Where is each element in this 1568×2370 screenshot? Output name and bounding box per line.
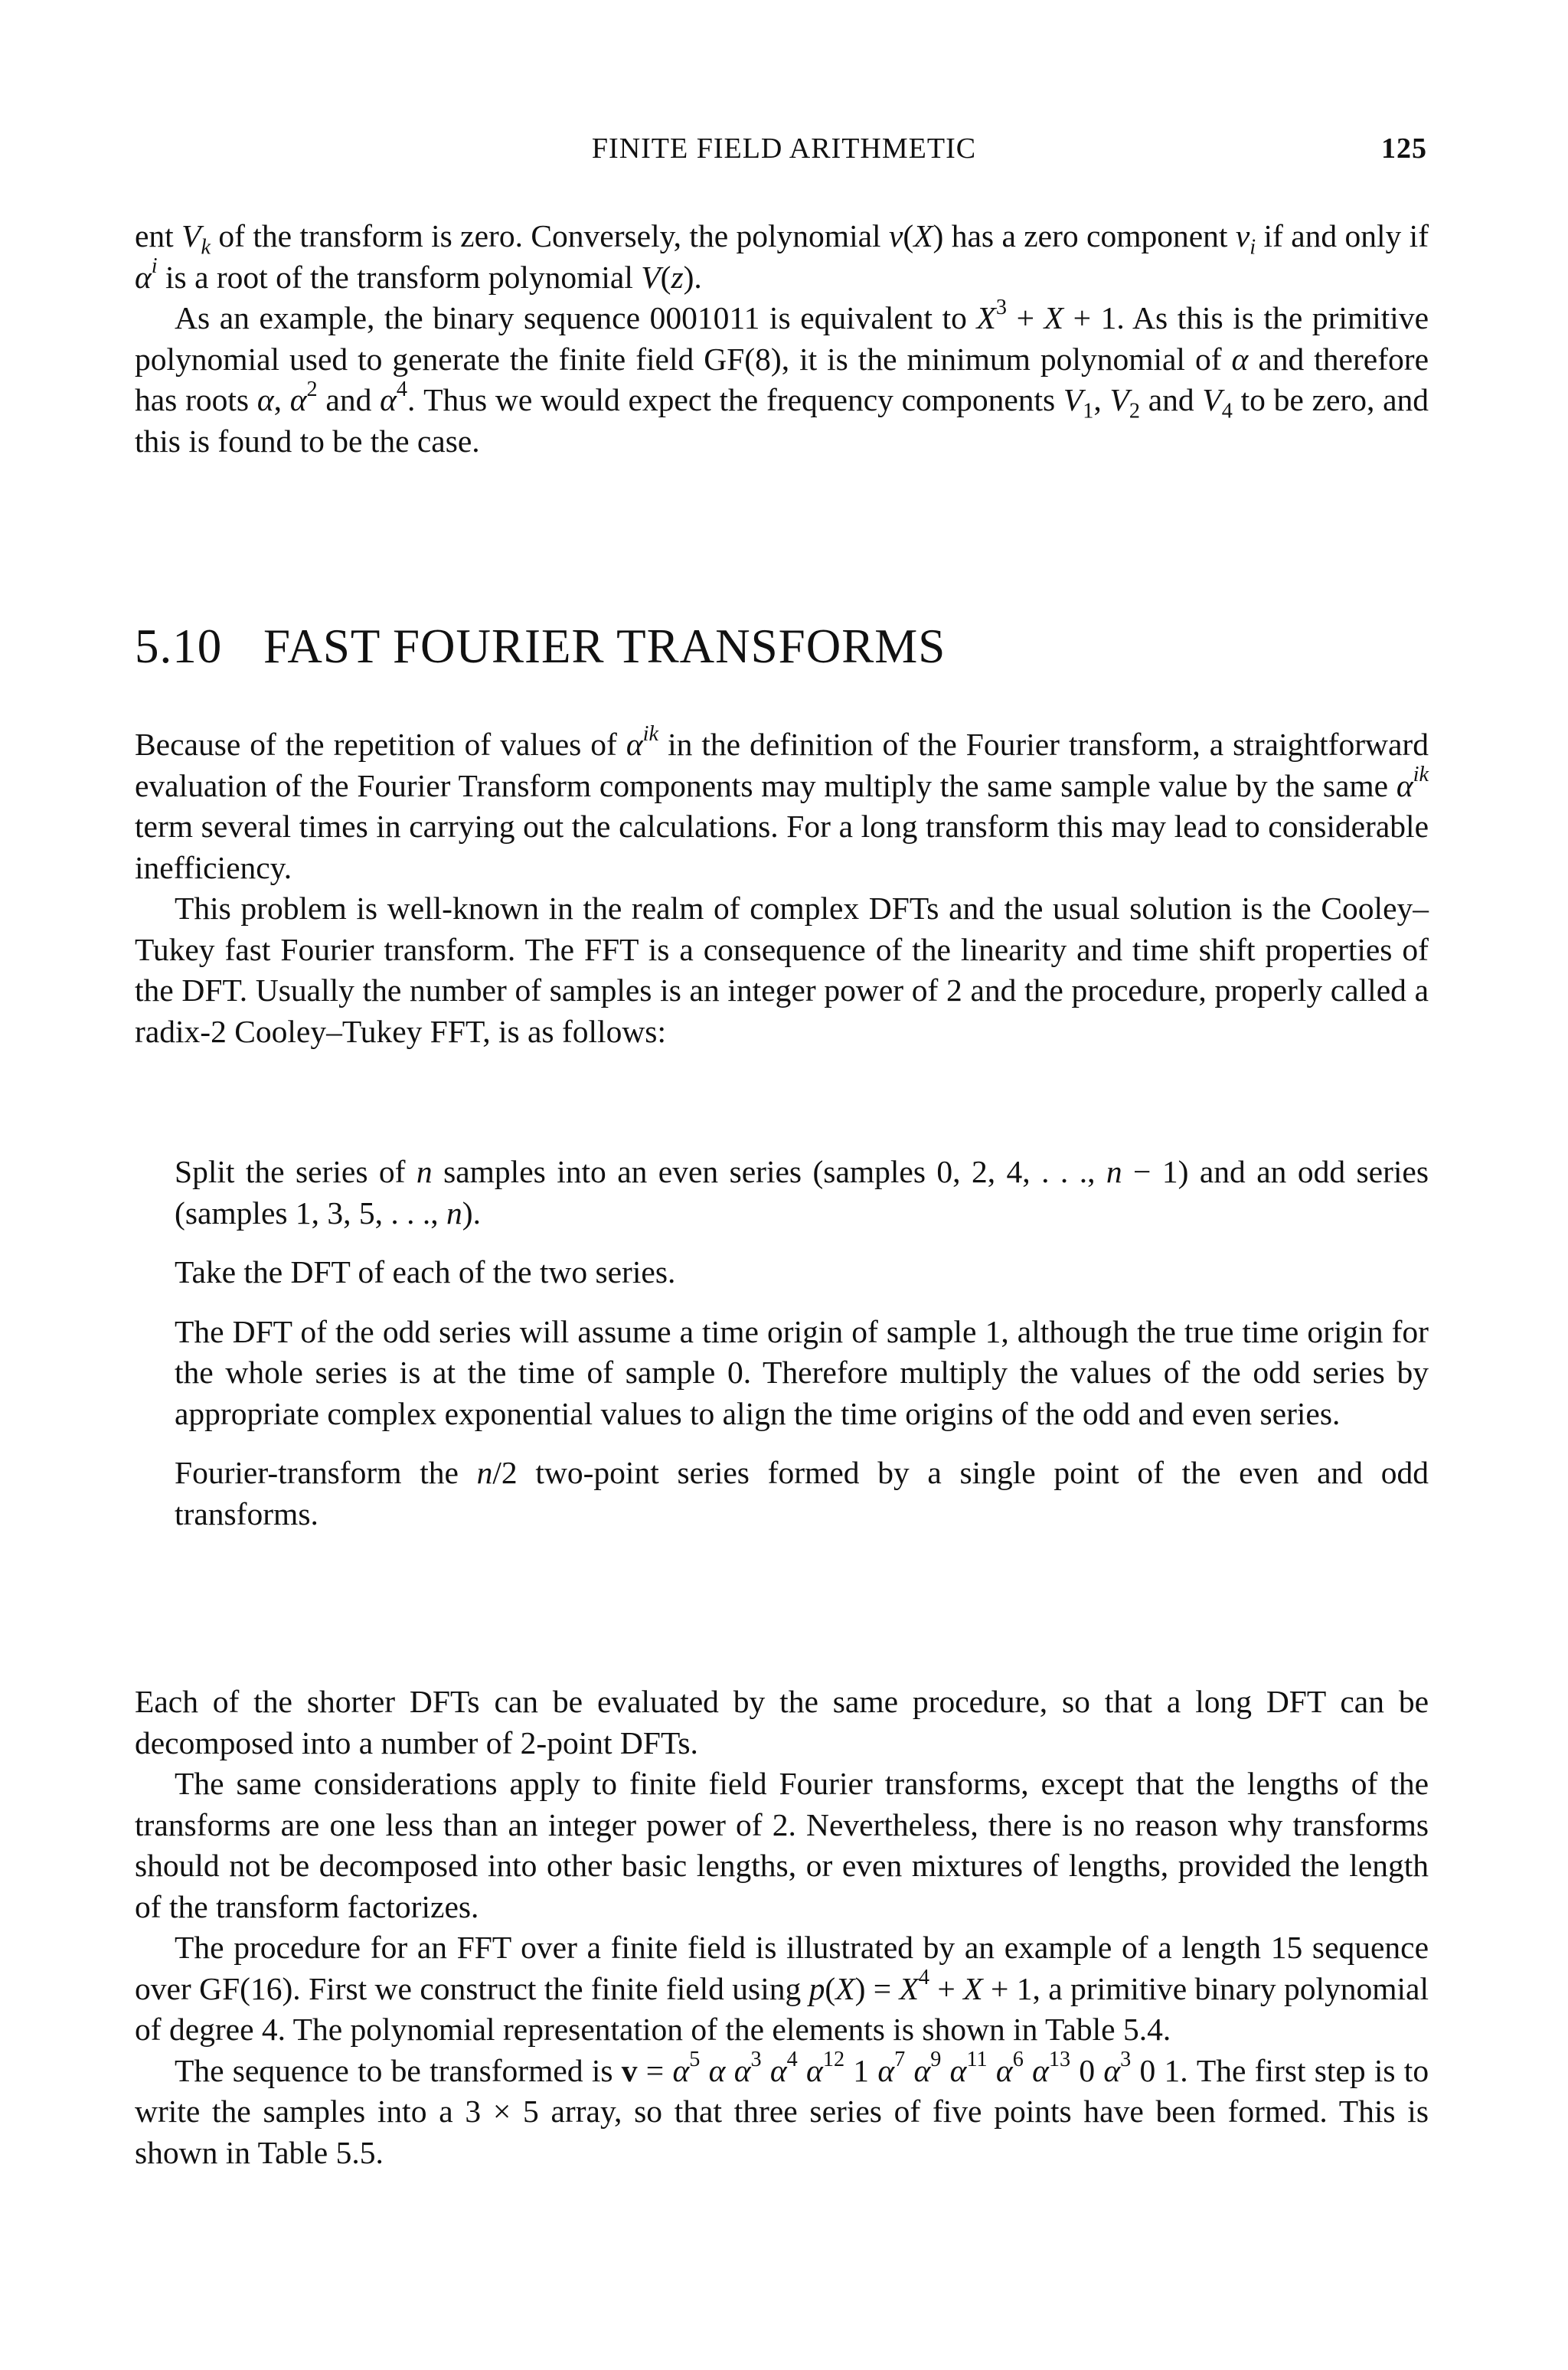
section-heading xyxy=(135,619,946,675)
paragraph-7: The procedure for an FFT over a finite field is illustrated by an example of a length 15 sequence over GF(16). First we construct the finite field using $p(X) = X^4 + X + 1$, a primitive binary polynomial of degree 4. The polynomial representation of the elements is shown in Table 5.4. xyxy=(135,1930,1429,2047)
paragraph-8: The sequence to be transformed is $v = \alpha^5$ α $\alpha^3$ $\alpha^4$ $\alpha^{12}$ 1 $\alpha^7$ $\alpha^9$ $\alpha^{11}$ $\alpha^6$ $\alpha^{13}$ 0 $\alpha^3$ 0 1. The first step is to write the samples into a 3 × 5 array, so that three series of five points have been formed. This is shown in Table 5.5. xyxy=(135,2048,1429,2170)
intro-block xyxy=(135,216,1429,462)
paragraph-4: This problem is well-known in the realm of complex DFTs and the usual solution is the Cooley–Tukey fast Fourier transform. The FFT is a consequence of the linearity and time shift properties of the DFT. Usually the number of samples is an integer power of 2 and the procedure, properly called a radix-2 Cooley–Tukey FFT, is as follows: xyxy=(135,891,1429,1049)
section-number: 5.10 xyxy=(135,619,223,673)
procedure-step-2: Take the DFT of each of the two series. xyxy=(175,1254,676,1290)
paragraph-1: ent $V_k$ of the transform is zero. Conversely, the polynomial v(X) has a zero component $v_i$ if and only if $\alpha^i$ is a root of the transform polynomial V(z). xyxy=(135,218,1429,295)
procedure-step-1: Split the series of n samples into an even series (samples 0, 2, 4, . . ., n − 1) and an odd series (samples 1, 3, 5, . . ., n). xyxy=(175,1154,1429,1231)
section-body xyxy=(135,721,1429,1052)
paragraph-5: Each of the shorter DFTs can be evaluated by the same procedure, so that a long DFT can be decomposed into a number of 2-point DFTs. xyxy=(135,1684,1429,1760)
paragraph-3: Because of the repetition of values of $\alpha^{ik}$ in the definition of the Fourier transform, a straightforward evaluation of the Fourier Transform components may multiply the same sample value by the same $\alpha^{ik}$ term several times in carrying out the calculations. For a long transform this may lead to considerable inefficiency. xyxy=(135,721,1429,885)
procedure-step-3: The DFT of the odd series will assume a time origin of sample 1, although the true time origin for the whole series is at the time of sample 0. Therefore multiply the values of the odd series by appropriate complex exponential values to align the time origins of the odd and even series. xyxy=(175,1313,1429,1431)
paragraph-6: The same considerations apply to finite field Fourier transforms, except that the lengths of the transforms are one less than an integer power of 2. Nevertheless, there is no reason why transforms should not be decomposed into other basic lengths, or even mixtures of lengths, provided the length of the transform factorizes. xyxy=(135,1766,1429,1924)
closing-block xyxy=(135,1682,1429,2173)
procedure-step-4: Fourier-transform the n/2 two-point series formed by a single point of the even and odd transforms. xyxy=(175,1455,1429,1532)
running-title: FINITE FIELD ARITHMETIC xyxy=(591,132,977,165)
page-number: 125 xyxy=(1381,132,1427,165)
paragraph-2: As an example, the binary sequence 0001011 is equivalent to $X^3 + X + 1$. As this is the primitive polynomial used to generate the finite field GF(8), it is the minimum polynomial of α and therefore has roots α, $\alpha^2$ and $\alpha^4$. Thus we would expect the frequency components $V_1$, $V_2$ and $V_4$ to be zero, and this is found to be the case. xyxy=(135,295,1429,459)
section-title: FAST FOURIER TRANSFORMS xyxy=(263,619,946,673)
procedure-steps xyxy=(175,1152,1429,1553)
